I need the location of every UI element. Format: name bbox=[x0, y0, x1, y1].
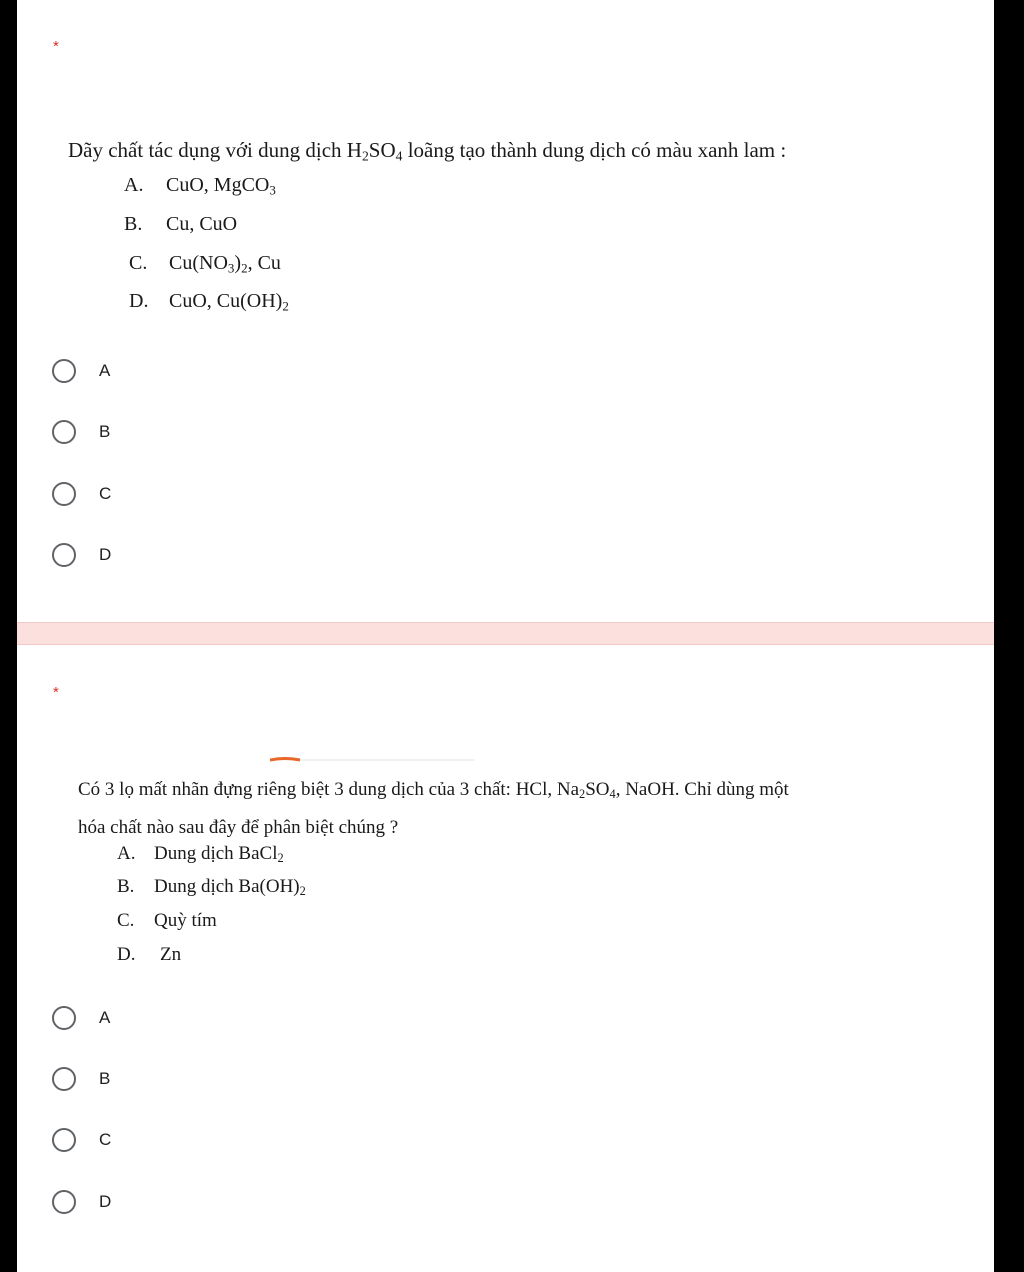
choice-label: D bbox=[99, 545, 112, 564]
section-separator bbox=[17, 622, 994, 645]
question-2-option-b: B. Dung dịch $Ba(OH)_2$ bbox=[117, 876, 306, 899]
question-2-choice-d[interactable] bbox=[52, 1187, 252, 1217]
question-1-choice-d[interactable] bbox=[52, 540, 252, 570]
question-2-option-a: A. Dung dịch BaCl$_2$ bbox=[117, 843, 284, 866]
choice-label: D bbox=[99, 1192, 112, 1211]
question-1-option-c: C. $Cu(NO_3)_2$, Cu bbox=[129, 252, 281, 276]
radio-button[interactable] bbox=[52, 1006, 76, 1030]
question-1-stem: Dãy chất tác dụng với dung dịch $H_2SO_4$ loãng tạo thành dung dịch có màu xanh lam : bbox=[68, 138, 787, 164]
question-2-choice-b[interactable] bbox=[52, 1064, 252, 1094]
choice-label: B bbox=[99, 1069, 111, 1088]
question-2-option-d: D. Zn bbox=[117, 944, 182, 965]
choice-label: A bbox=[99, 361, 111, 380]
question-1-option-a: A. CuO, MgCO$_3$ bbox=[124, 174, 276, 198]
radio-button[interactable] bbox=[52, 1190, 76, 1214]
choice-label: C bbox=[99, 1130, 112, 1149]
radio-button[interactable] bbox=[52, 420, 76, 444]
radio-button[interactable] bbox=[52, 1128, 76, 1152]
question-2-choice-a[interactable] bbox=[52, 1003, 252, 1033]
question-1-option-b: B. Cu, CuO bbox=[124, 213, 238, 235]
question-1-choice-a[interactable] bbox=[52, 356, 252, 386]
radio-button[interactable] bbox=[52, 359, 76, 383]
question-2-option-c: C. Quỳ tím bbox=[117, 910, 217, 931]
radio-button[interactable] bbox=[52, 1067, 76, 1091]
question-1-choice-c[interactable] bbox=[52, 479, 252, 509]
question-2-choice-c[interactable] bbox=[52, 1125, 252, 1155]
choice-label: C bbox=[99, 484, 112, 503]
required-asterisk-1: * bbox=[53, 38, 59, 55]
radio-button[interactable] bbox=[52, 543, 76, 567]
choice-label: B bbox=[99, 422, 111, 441]
question-1-option-d: D. CuO, $Cu(OH)_2$ bbox=[129, 290, 289, 314]
choice-label: A bbox=[99, 1008, 111, 1027]
highlight-mark bbox=[270, 757, 475, 763]
radio-button[interactable] bbox=[52, 482, 76, 506]
question-2-stem: Có 3 lọ mất nhãn đựng riêng biệt 3 dung dịch của 3 chất: HCl, $Na_2SO_4$, NaOH. Chỉ dùng một hóa chất nào sau đây để phân biệt chúng ? bbox=[78, 779, 789, 839]
question-1-choice-b[interactable] bbox=[52, 417, 252, 447]
required-asterisk-2: * bbox=[53, 684, 59, 701]
